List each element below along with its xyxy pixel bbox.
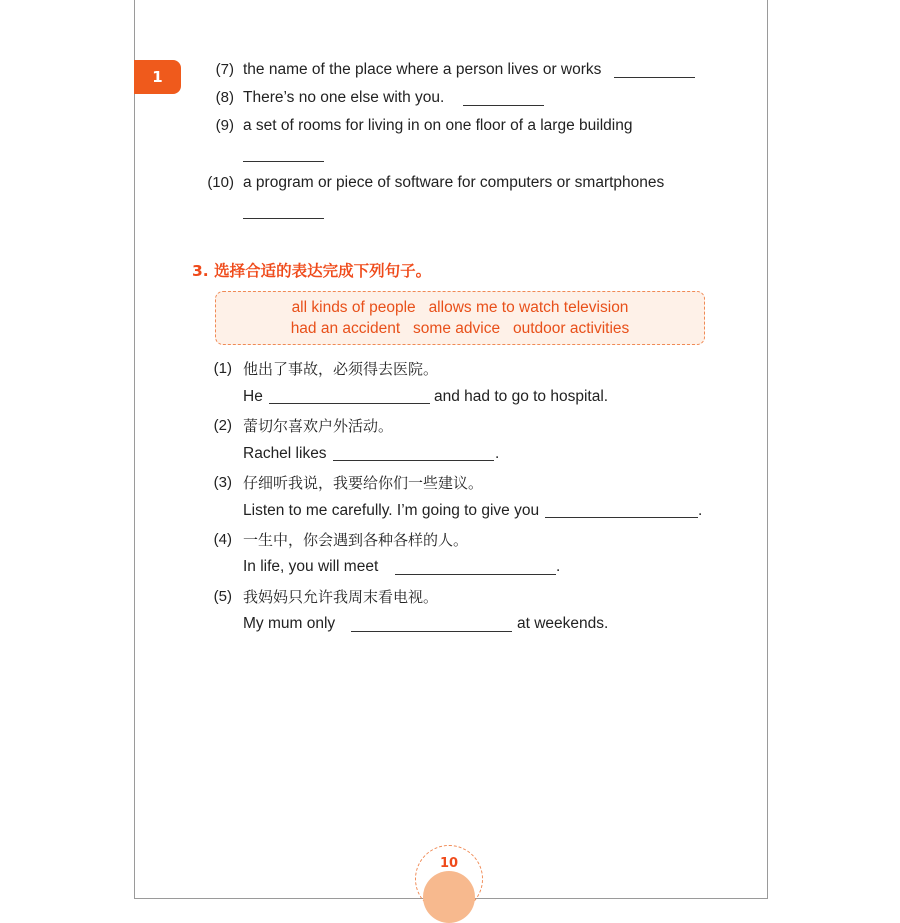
answer-blank[interactable] bbox=[545, 517, 698, 518]
definition-text: a set of rooms for living in on one floor of a large building bbox=[243, 117, 633, 134]
chinese-sentence: 仔细听我说，我要给你们一些建议。 bbox=[243, 474, 484, 492]
item-number: (5) bbox=[213, 588, 232, 605]
chinese-sentence: 蕾切尔喜欢户外活动。 bbox=[243, 417, 394, 435]
item-number: (2) bbox=[213, 417, 232, 434]
english-sentence-end: at weekends. bbox=[517, 615, 609, 632]
definition-text: a program or piece of software for computers or smartphones bbox=[243, 174, 665, 191]
definition-text: There’s no one else with you. bbox=[243, 89, 445, 106]
answer-blank[interactable] bbox=[614, 77, 695, 78]
english-sentence-end: . bbox=[556, 558, 561, 575]
item-number: (9) bbox=[215, 117, 234, 134]
english-sentence-start: He bbox=[243, 388, 263, 405]
item-number: (8) bbox=[215, 89, 234, 106]
answer-blank[interactable] bbox=[395, 574, 556, 575]
english-sentence-start: In life, you will meet bbox=[243, 558, 379, 575]
definition-text: the name of the place where a person lives or works bbox=[243, 61, 602, 78]
unit-tab: 1 bbox=[134, 60, 181, 94]
item-number: (10) bbox=[207, 174, 234, 191]
answer-blank[interactable] bbox=[463, 105, 544, 106]
item-number: (7) bbox=[215, 61, 234, 78]
item-number: (3) bbox=[213, 474, 232, 491]
chinese-sentence: 我妈妈只允许我周末看电视。 bbox=[243, 588, 439, 606]
english-sentence-start: My mum only bbox=[243, 615, 336, 632]
answer-blank[interactable] bbox=[351, 631, 512, 632]
word-box bbox=[215, 291, 705, 345]
item-number: (1) bbox=[213, 360, 232, 377]
word-box-row: had an accident some advice outdoor activities bbox=[290, 320, 630, 337]
english-sentence-end: and had to go to hospital. bbox=[434, 388, 609, 405]
chinese-sentence: 一生中，你会遇到各种各样的人。 bbox=[243, 531, 469, 549]
word-box-row: all kinds of people allows me to watch television bbox=[291, 299, 629, 316]
section-title: 3. 选择合适的表达完成下列句子。 bbox=[192, 262, 432, 280]
answer-blank[interactable] bbox=[269, 403, 430, 404]
english-sentence-start: Rachel likes bbox=[243, 445, 327, 462]
english-sentence-end: . bbox=[495, 445, 500, 462]
item-number: (4) bbox=[213, 531, 232, 548]
page-number: 10 bbox=[439, 856, 459, 871]
answer-blank[interactable] bbox=[243, 161, 324, 162]
answer-blank[interactable] bbox=[243, 218, 324, 219]
english-sentence-start: Listen to me carefully. I’m going to give you bbox=[243, 502, 540, 519]
english-sentence-end: . bbox=[698, 502, 703, 519]
answer-blank[interactable] bbox=[333, 460, 494, 461]
page-number-disc bbox=[423, 871, 475, 923]
chinese-sentence: 他出了事故，必须得去医院。 bbox=[243, 360, 439, 378]
